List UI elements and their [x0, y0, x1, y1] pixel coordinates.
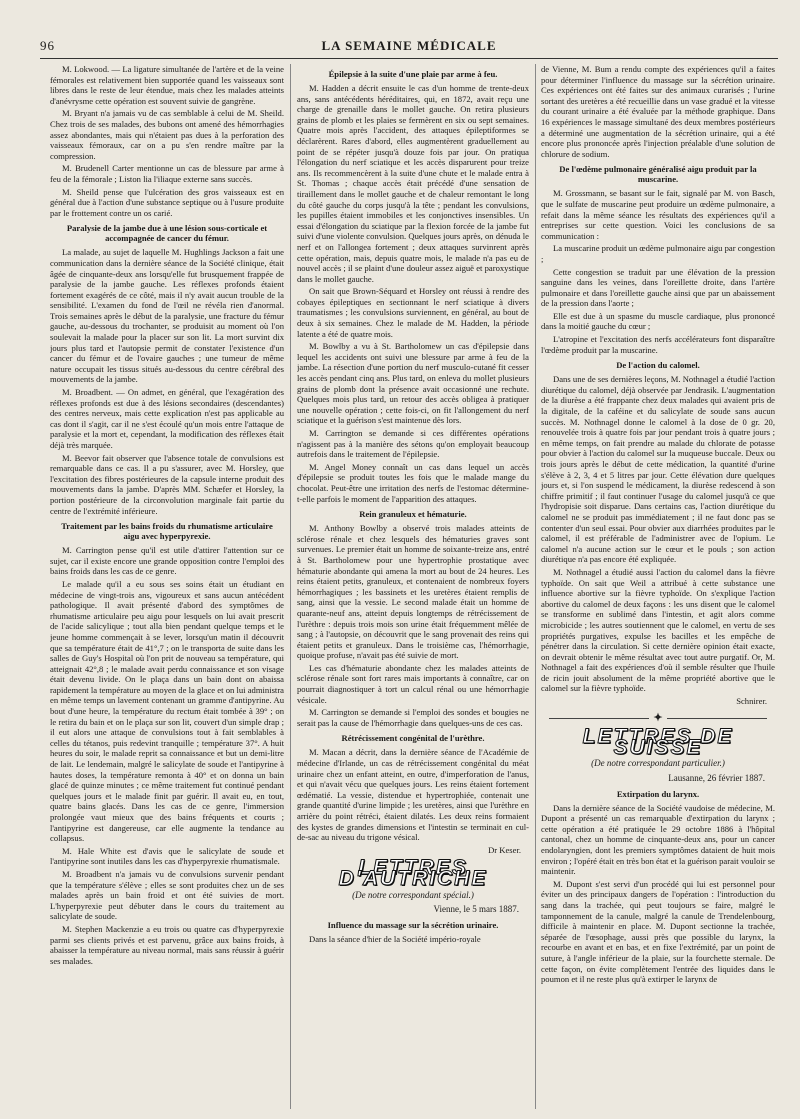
page-header — [40, 36, 778, 59]
banner-subtitle: (De notre correspondant spécial.) — [352, 889, 474, 900]
paragraph: Dans une de ses dernières leçons, M. Nothnagel a étudié l'action diurétique du calomel, déjà observée par Jendrasik. L'augmentation de la diurèse a été frappante chez deux malades qui avaient pris de la digitale, de la caféine et du salicylate de soude sans aucun succès. M. Nothnagel donne le calomel à la dose de 0 gr. 20, renouvelée trois à quatre fois par jour pendant trois à quatre jours ; en même temps, on fait prendre au malade du chlorate de potasse pour obvier à l'action du calomel sur la muqueuse buccale. Deux ou trois jours après le début de cette médication, la quantité d'urine s'élève à 2, 3, 4 et 5 litres par jour. Cette élévation dure quelques jours et, si l'on suspend le médicament, la diurèse redescend à son chiffre primitif ; il faut continuer l'usage du calomel jusqu'à ce que l'hydropisie soit disparue. Dans certains cas, l'action diurétique du calomel ne se produit pas immédiatement ; il ne faut donc pas se contenter d'un seul essai. Pour obvier aux diarrhées produites par le calomel, il est préférable de l'administrer avec de l'opium. Le calomel n'a aucune action sur le cœur et le pouls ; son action diurétique n'a pas encore été expliquée. — [541, 374, 775, 565]
column-2 — [297, 64, 529, 1111]
paragraph: M. Hale White est d'avis que le salicylate de soude et l'antipyrine sont inutiles dans les cas d'hyperpyrexie rhumatismale. — [50, 845, 284, 867]
dateline: Lausanne, 26 février 1887. — [668, 773, 765, 784]
author-signature: Dr Keser. — [488, 844, 521, 855]
journal-title: LA SEMAINE MÉDICALE — [321, 38, 497, 53]
section-heading: De l'action du calomel. — [616, 360, 700, 371]
column-rule — [535, 64, 536, 1109]
paragraph: La malade, au sujet de laquelle M. Hughlings Jackson a fait une communication dans la dernière séance de la Société clinique, était âgée de cinquante-deux ans lorsqu'elle fut brusquement frappée de paralysie de la jambe gauche. Les réflexes profonds étaient fortement exagérés de ce côté, mais il n'y avait aucun trouble de la sensibilité. L'examen du fond de l'œil ne révéla rien d'anormal. Trois semaines après le début de la paralysie, une fracture du fémur gauche, au-dessous du trochanter, se produisit au moment où l'on soulevait la malade pour la placer sur son lit. La mort survint dix jours plus tard et l'autopsie permit de constater l'existence d'un cancer du fémur et de l'ovaire gauches ; une tumeur de même nature occupait les tissus situés au-dessous du centre cérébral des mouvements de la jambe. — [50, 247, 284, 385]
paragraph: L'atropine et l'excitation des nerfs accélérateurs font disparaître l'œdème produit par la muscarine. — [541, 334, 775, 355]
column-3 — [541, 64, 775, 1111]
paragraph: de Vienne, M. Bum a rendu compte des expériences qu'il a faites pour déterminer l'influence du massage sur la sécrétion urinaire. Ces expériences ont été faites sur des animaux curarisés ; l'urine sortant des uretères a été recueillie dans un vase gradué et la vitesse du courant urinaire a été évaluée par la méthode graphique. Dans 16 expériences le massage simultané des deux membres postérieurs a déterminé une augmentation de la sécrétion urinaire, qui a été encore plus prononcée après l'injection préalable d'une solution de chlorure de sodium. — [541, 64, 775, 159]
section-heading: Rétrécissement congénital de l'urèthre. — [341, 733, 485, 744]
paragraph: M. Sheild pense que l'ulcération des gros vaisseaux est en général due à l'action d'une substance septique ou à l'usure produite par le frottement contre un os carié. — [50, 186, 284, 218]
paragraph: M. Carrington se demande si ces différentes opérations n'agissent pas à la manière des sétons qu'on employait beaucoup autrefois dans le traitement de l'épilepsie. — [297, 428, 529, 460]
paragraph: Dans la séance d'hier de la Société império-royale — [309, 933, 481, 944]
page-number: 96 — [40, 38, 55, 53]
paragraph: Elle est due à un spasme du muscle cardiaque, plus prononcé dans la moitié gauche du cœur ; — [541, 310, 775, 332]
section-heading: Épilepsie à la suite d'une plaie par arme à feu. — [328, 69, 498, 79]
paragraph: M. Nothnagel a étudié aussi l'action du calomel dans la fièvre typhoïde. On sait que Weil a attribué à cette substance une influence abortive sur la fièvre typhoïde. On s'explique l'action abortive du calomel de deux façons : les uns disent que le calomel se transforme en sublimé dans l'intestin, et agit alors comme microbicide ; les autres soutiennent que le calomel, en vertu de ses propriétés purgatives, expulse les bacilles et les empêche de pénétrer dans la circulation. Si cette dernière opinion était exacte, on devrait obtenir le même résultat avec tout autre purgatif. Or, M. Nothnagel a fait des expériences d'où il semble résulter que l'huile de ricin jouit absolument de la même propriété abortive que le calomel sur la fièvre typhoïde. — [541, 566, 775, 694]
section-heading: Extirpation du larynx. — [616, 788, 700, 799]
banner-subtitle: (De notre correspondant particulier.) — [591, 758, 725, 769]
paragraph: M. Carrington pense qu'il est utile d'attirer l'attention sur ce sujet, car il existe encore une grande opposition contre l'emploi des bains froids dans les cas de ce genre. — [50, 545, 284, 577]
dateline: Vienne, le 5 mars 1887. — [433, 904, 519, 915]
paragraph: Dans la dernière séance de la Société vaudoise de médecine, M. Dupont a présenté un cas remarquable d'extirpation du larynx ; cette opération a été pratiquée le 29 octobre 1886 à l'hôpital cantonal, chez un homme de cinquante-deux ans, pour un cancer endolaryngien, dont les premiers symptômes dataient de huit mois environ ; l'opéré était en très bon état et la guérison parait vouloir se maintenir. — [541, 802, 775, 877]
banner-title: LETTRES D'AUTRICHE — [338, 856, 488, 890]
paragraph: Cette congestion se traduit par une élévation de la pression sanguine dans les veines, dans l'oreillette droite, dans l'artère pulmonaire et dans l'oreillette gauche ainsi que par un abaissement de la pression dans l'aorte ; — [541, 266, 775, 309]
section-heading: Rein granuleux et hématurie. — [359, 509, 467, 520]
section-heading: Paralysie de la jambe due à une lésion sous-corticale et accompagnée de cancer du fémur. — [66, 223, 268, 244]
paragraph: M. Lokwood. — La ligature simultanée de l'artère et de la veine fémorales est relativement bien supportée quand les vaisseaux sont libres dans le reste de leur étendue, mais chez les malades atteints d'anévrysme cette opération est souvent suivie de gangrène. — [50, 64, 284, 106]
letters-banner — [541, 725, 775, 769]
paragraph: La muscarine produit un œdème pulmonaire aigu par congestion ; — [541, 243, 775, 264]
paragraph: Les cas d'hématurie abondante chez les malades atteints de sclérose rénale sont fort rares mais importants à connaître, car on pourrait diagnostiquer à tort un calcul rénal ou une hémorrhagie vésicale. — [297, 662, 529, 705]
letters-banner — [297, 856, 529, 900]
paragraph: M. Brudenell Carter mentionne un cas de blessure par arme à feu de la fémorale ; Liston lia l'iliaque externe sans succès. — [50, 163, 284, 184]
section-heading: Influence du massage sur la sécrétion urinaire. — [327, 919, 499, 930]
paragraph: M. Anthony Bowlby a observé trois malades atteints de sclérose rénale et chez lesquels des hématuries graves sont survenues. Le premier était un homme de soixante-treize ans, entré à St. Bartholomew pour une hypertrophie prostatique avec hématurie abondante qui amena la mort au bout de 24 heures. Les reins étaient petits, granuleux, et contenaient de nombreux foyers hémorrhagiques ; les bassinets et les uretères étaient remplis de sang, ainsi que la vessie. Le second malade était un homme de quarante-neuf ans, atteint depuis longtemps de rétrécissement de l'urèthre : depuis trois mois son urine était fréquemment mêlée de sang ; à l'autopsie, on découvrit que le sang provenait des reins qui étaient petits et granuleux. Dans le troisième cas, l'hémorrhagie, quoique profuse, n'avait pas été suivie de mort. — [297, 523, 529, 661]
paragraph: M. Beevor fait observer que l'absence totale de convulsions est remarquable dans ce cas. Il a pu s'assurer, avec M. Horsley, que l'excitation des fibres postérieures de la capsule interne produit des mouvements dans la jambe. D'après MM. Schæfer et Horsley, la portion postérieure de la circonvolution marginale fait partie du centre de l'extrémité inférieure. — [50, 452, 284, 516]
paragraph: On sait que Brown-Séquard et Horsley ont réussi à rendre des cobayes épileptiques en sectionnant le nerf sciatique à divers traumatismes ; les convulsions surviennent, en général, au bout de deux à six semaines. Chez le malade de M. Hadden, la période latente a été de quatre mois. — [297, 286, 529, 339]
column-rule — [290, 64, 291, 1109]
paragraph: M. Bowlby a vu à St. Bartholomew un cas d'épilepsie dans lequel les accidents ont suivi une blessure par arme à feu de la jambe. La résection d'une portion du nerf musculo-cutané fit cesser les accès pendant cinq ans. Plus tard, on enleva du mollet plusieurs grains de plomb dont la présence avait occasionné une rechute. Quelques mois plus tard, un retour des accès obligea à pratiquer une nouvelle opération ; cette fois-ci, on fit l'allongement du nerf sciatique et la guérison s'est maintenue dès lors. — [297, 341, 529, 426]
paragraph: M. Broadbent n'a jamais vu de convulsions survenir pendant que la température s'élève ; elles se sont produites chez un de ses malades après un bain froid et ont été suivies de mort. L'hyperpyrexie peut débuter dans le cours du traitement au salicylate de soude. — [50, 868, 284, 922]
paragraph: M. Carrington se demande si l'emploi des sondes et bougies ne serait pas la cause de l'hémorrhagie dans quelques-uns de ces cas. — [297, 707, 529, 728]
banner-title: LETTRES DE SUISSE — [582, 725, 734, 759]
column-1 — [50, 64, 284, 1111]
section-heading: De l'œdème pulmonaire généralisé aigu produit par la muscarine. — [559, 164, 757, 185]
paragraph: M. Broadbent. — On admet, en général, que l'exagération des réflexes profonds est due à des lésions secondaires (descendantes) des centres nerveux, mais cette explication n'est pas applicable au cas dont il s'agit, car il ne s'est écoulé qu'un mois entre l'attaque de paralysie et la mort et, cependant, la modification des réflexes était déjà très marquée. — [50, 387, 284, 450]
ornamental-separator: ✦ — [541, 713, 775, 725]
paragraph: M. Grossmann, se basant sur le fait, signalé par M. von Basch, que le sulfate de muscarine peut produire un œdème pulmonaire, a refait dans la même séance les résultats des expériences qu'il a entreprises sur cette question. Voici les conclusions de sa communication : — [541, 188, 775, 241]
paragraph: M. Bryant n'a jamais vu de cas semblable à celui de M. Sheild. Chez trois de ses malades, des bubons ont amené des hémorrhagies assez abondantes, mais qui n'étaient pas dues à la perforation des vaisseaux fémoraux, car on a pu s'en rendre maître par la compression. — [50, 108, 284, 161]
paragraph: M. Angel Money connaît un cas dans lequel un accès d'épilepsie se produit toutes les fois que le malade mange du chocolat. Peut-être une irritation des nerfs de l'estomac détermine-t-elle parfois le moment de l'apparition des attaques. — [297, 461, 529, 504]
paragraph: M. Stephen Mackenzie a eu trois ou quatre cas d'hyperpyrexie parmi ses clients privés et est parvenu, grâce aux bains froids, à abaisser la température au niveau normal, mais sans réussir à guérir ses malades. — [50, 923, 284, 966]
author-signature: Schnirer. — [736, 696, 767, 707]
section-heading: Traitement par les bains froids du rhumatisme articulaire aigu avec hyperpyrexie. — [61, 521, 273, 542]
paragraph: Le malade qu'il a eu sous ses soins était un étudiant en médecine de vingt-trois ans, vigoureux et sans aucun antécédent pathologique. Il avait présenté d'abord des symptômes de rhumatisme articulaire peu aigu pour lesquels on lui avait prescrit de l'acide salicylique ; tout alla bien pendant quelque temps et le jeune homme commençait à se lever, lorsqu'un matin il découvrit que sa température était de 41°,7 ; on le transporta de suite dans les salles de Guy's Hospital où l'on prit de nouveau sa température, qui atteignait 42°,8 ; le malade avait perdu connaissance et son visage était devenu livide. On le plaça dans un bain dont on abaissa rapidement la température au moyen de la glace et on lui administra en même temps un lavement contenant un gramme d'antipyrine. Au bout d'une heure, la température du rectum était tombée à 39° ; on le retira du bain et on le plaça sur son lit, couvert d'un simple drap ; il eut alors une attaque de convulsions tout à fait semblables à celles du tétanos, puis redevint tranquille ; température 37°. A huit heures du soir, le malade reprit sa connaissance et but un demi-litre de lait. Le lendemain, malgré le salicylate de soude et l'antipyrine à hautes doses, la température remonta à 40° et on donna un bain glacé de quinze minutes ; ce même traitement fut continué pendant quelques jours et le malade finit par guérir. Il avait eu, en tout, quatre bains glacés. Dans les cas de ce genre, l'immersion prolongée vaut mieux que des bains fréquents et courts ; l'antipyrine est dangereuse, car elle augmente la tendance au collapsus. — [50, 578, 284, 844]
paragraph: M. Dupont s'est servi d'un procédé qui lui est personnel pour éviter un des principaux dangers de l'opération : l'introduction du sang dans la trachée, qui peut toujours se faire, malgré le tamponnement de la canule, malgré la canule de Trendelenbourg, difficile à maintenir en place. M. Dupont sectionne la trachée, séparée de l'œsophage, aussi près que possible du larynx, la recourbe en avant et en bas, et en fixe l'extrémité, par un point de suture, à l'angle inférieur de la plaie, sur la fourchette sternale. De cette façon, on évite complètement l'entrée des liquides dans le poumon et il ne reste plus qu'à extirper le larynx de — [541, 878, 775, 985]
paragraph: M. Hadden a décrit ensuite le cas d'un homme de trente-deux ans, sans antécédents héréditaires, qui, en 1872, avait reçu une charge de grenaille dans le mollet gauche. On retira plusieurs grains de plomb et les plaies se fermèrent en six ou sept semaines. Quatre mois après l'accident, des attaques épileptiformes se déclarèrent. Rares d'abord, elles augmentèrent graduellement au point de se répéter jusqu'à douze fois par jour. On pratiqua l'élongation du nerf sciatique et les accès disparurent pour treize ans. Ils recommencèrent à la suite d'une chute et le malade entra à St. Thomas ; chaque accès était précédé d'une sensation de tiraillement dans le mollet gauche et de chaleur remontant le long du côté gauche du corps jusqu'à la tête ; pendant les convulsions, les pupilles étaient immobiles et les conjonctives insensibles. Un essai d'élongation du sciatique par la flexion forcée de la jambe fut suivi d'une violente convulsion. Quelques jours après, on dénuda le nerf et on l'allongea fortement ; deux attaques survinrent après cette opération, mais, depuis quatre mois, le malade n'a pas eu de nouvel accès ; il se plaint d'une douleur assez aiguë et paroxystique dans le mollet gauche. — [297, 83, 529, 284]
paragraph: M. Macan a décrit, dans la dernière séance de l'Académie de médecine d'Irlande, un cas de rétrécissement congénital du méat urinaire chez un enfant atteint, en outre, d'imperforation de l'anus, et qui n'avait vécu que quelques jours. Les reins étaient fortement œdématié. La vessie, distendue et hypertrophiée, contenait une grande quantité d'urine limpide ; les uretères, ainsi que l'urèthre en arrière du point rétréci, étaient dilatés. Les deux reins formaient des kystes de grandes dimensions et l'intestin se terminait en cul-de-sac au niveau du trigone vésical. — [297, 747, 529, 843]
